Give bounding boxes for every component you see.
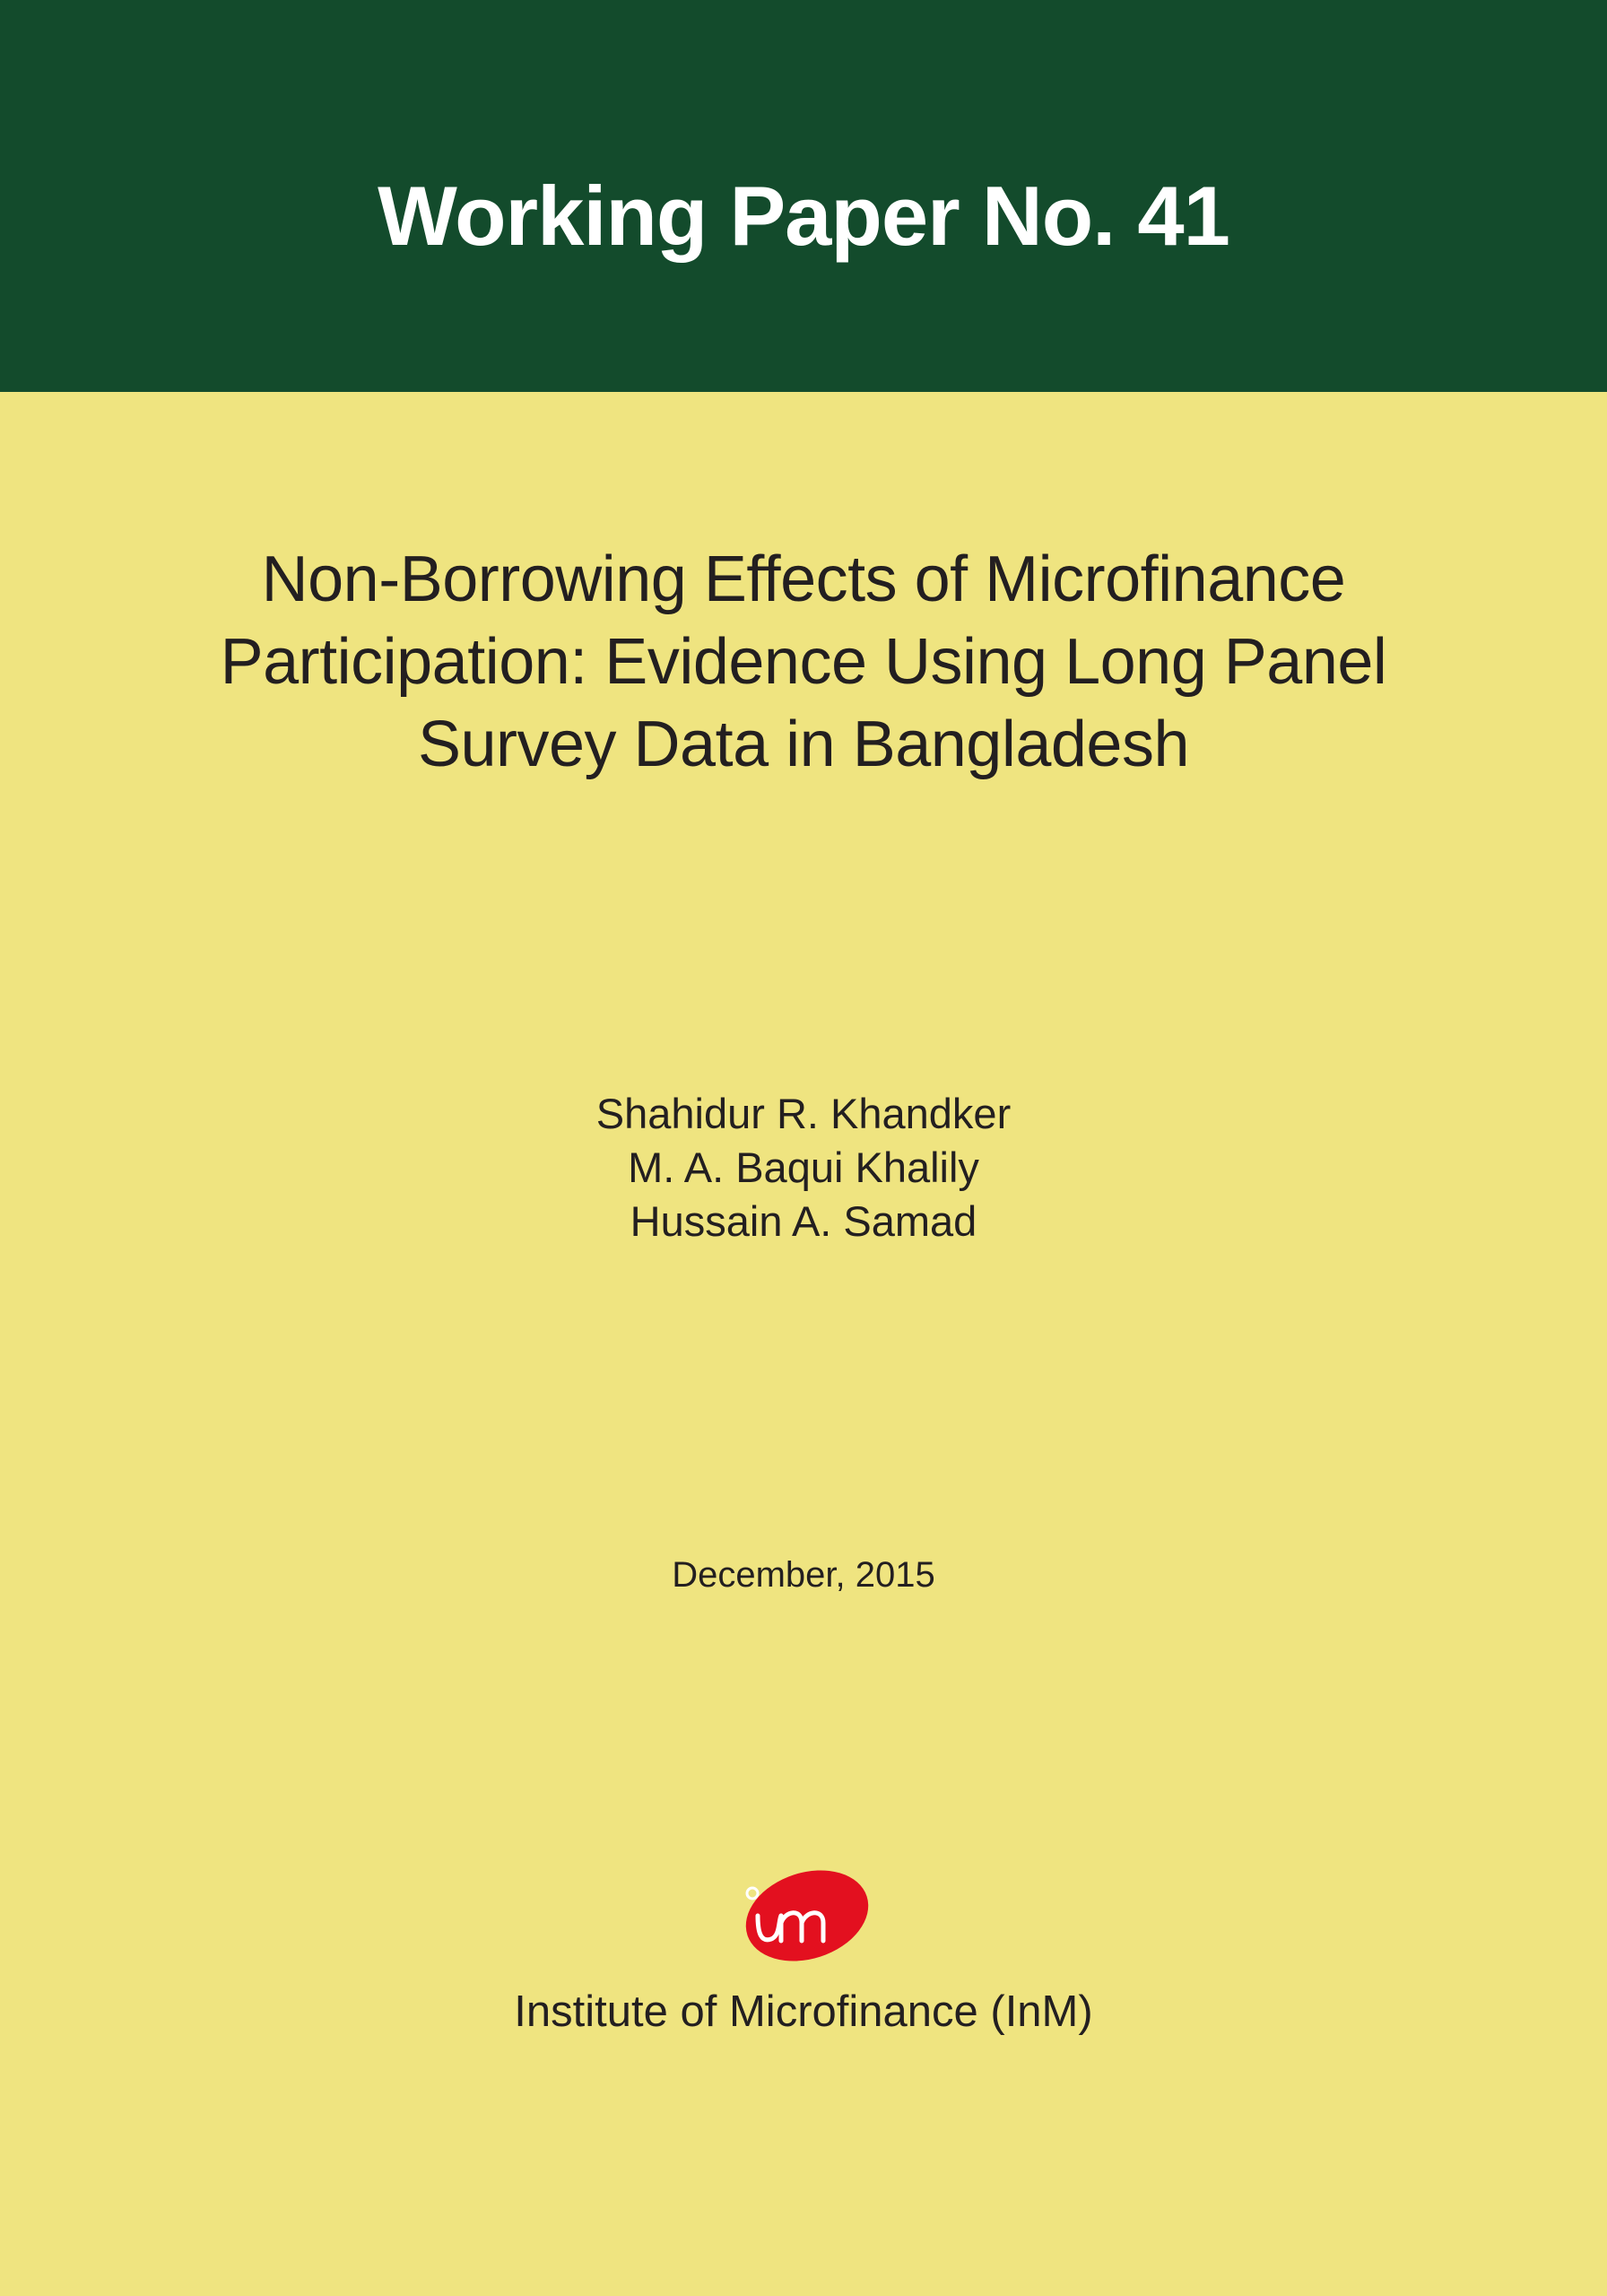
inm-logo-icon	[737, 1864, 872, 1968]
paper-title-line-1: Non-Borrowing Effects of Microfinance	[261, 544, 1346, 615]
header-band	[0, 0, 1607, 392]
author-name: M. A. Baqui Khalily	[628, 1144, 979, 1191]
paper-title	[108, 538, 1499, 786]
publication-date: December, 2015	[672, 1555, 935, 1595]
author-name: Shahidur R. Khandker	[595, 1090, 1012, 1137]
paper-title-line-2: Participation: Evidence Using Long Panel	[220, 626, 1387, 698]
series-title: Working Paper No. 41	[378, 169, 1229, 263]
author-list	[0, 1087, 1607, 1248]
paper-title-line-3: Survey Data in Bangladesh	[417, 709, 1190, 780]
author-name: Hussain A. Samad	[630, 1197, 977, 1245]
institute-name: Institute of Microfinance (InM)	[514, 1987, 1093, 2036]
